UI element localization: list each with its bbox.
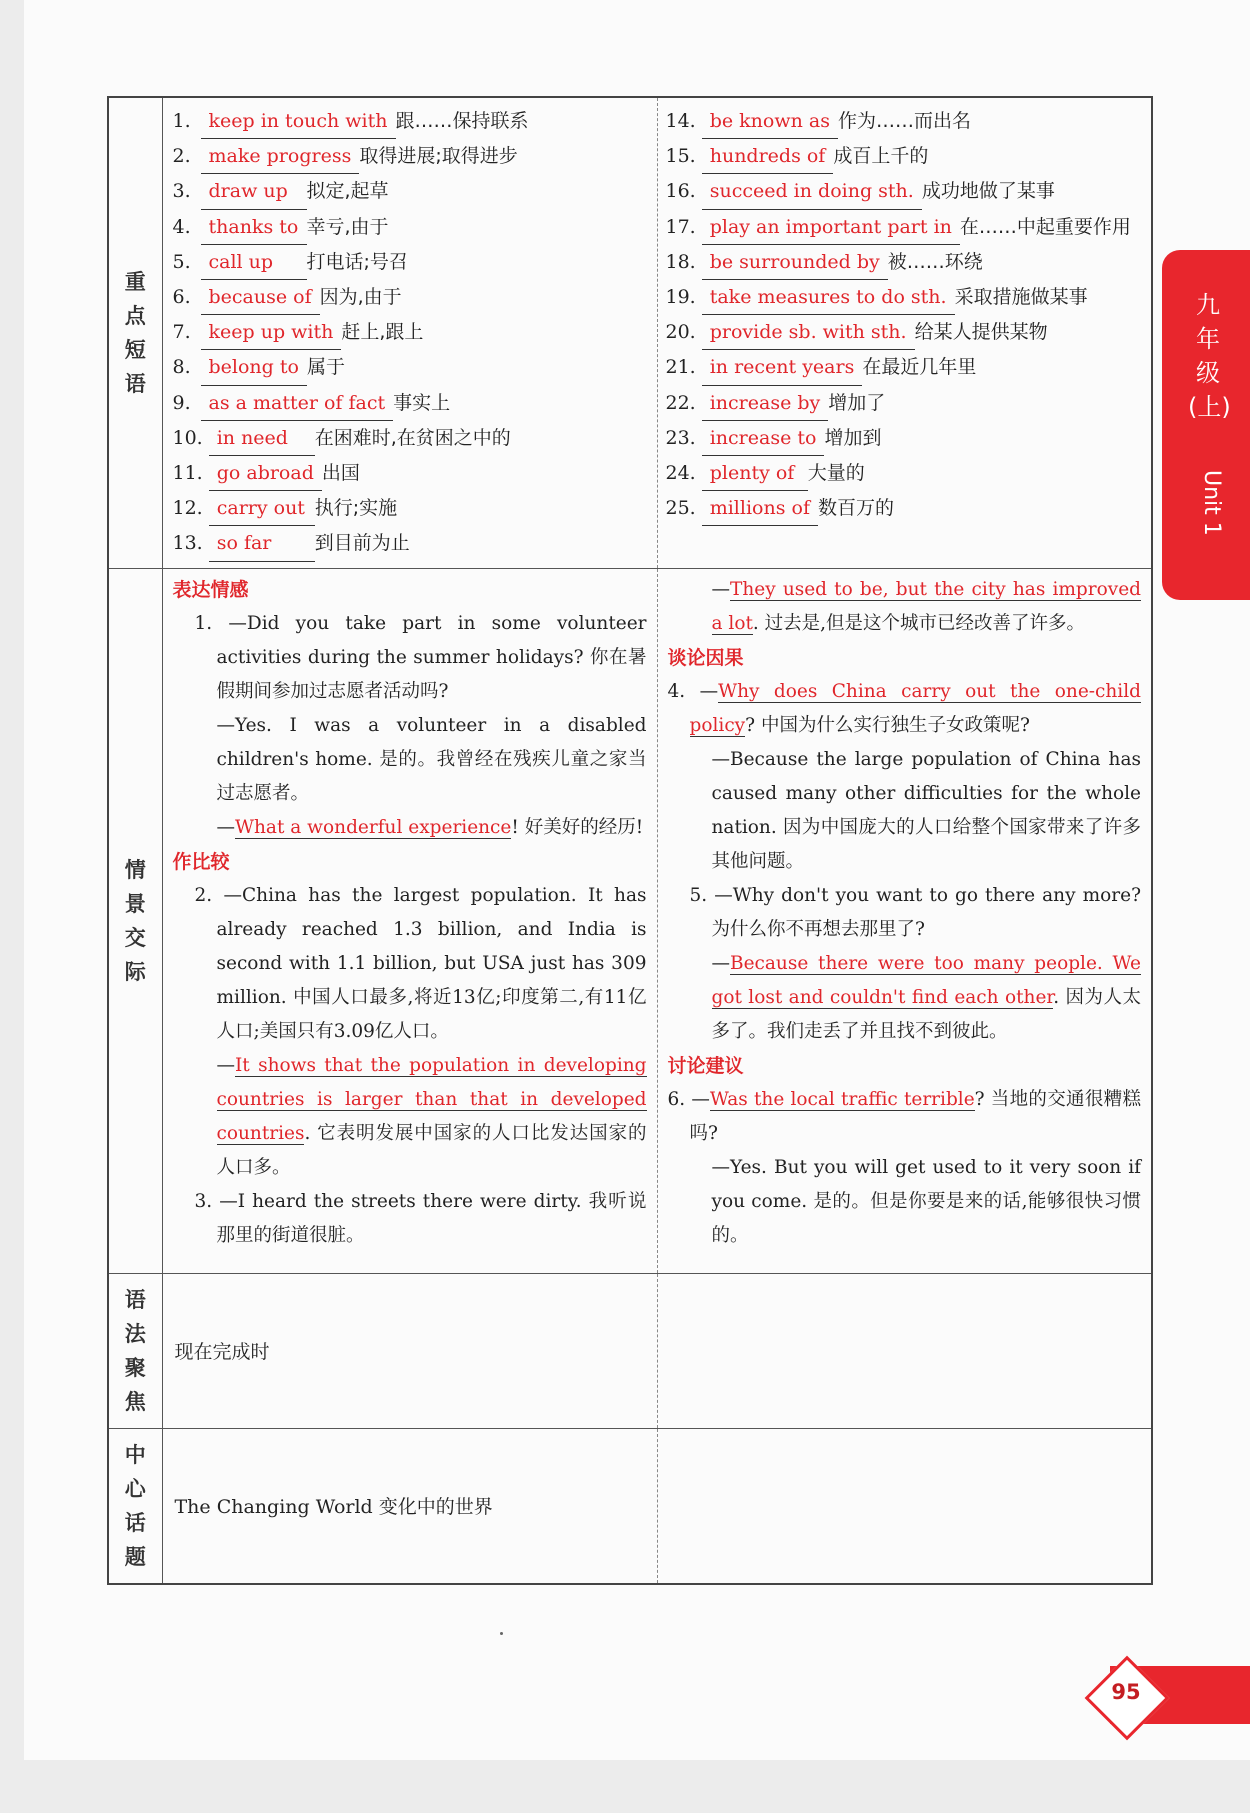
answer-2: It shows that the population in developing countries is larger than that in developed countries	[216, 1054, 647, 1144]
phrase-row	[666, 139, 1144, 174]
phrase-meaning: 打电话;号召	[306, 250, 408, 273]
phrase-answer: be known as	[702, 104, 838, 139]
phrases-label: 重 点 短 语	[108, 97, 162, 568]
phrase-meaning: 成功地做了某事	[921, 180, 1055, 203]
dialogue-r4: —Because the large population of China has caused many other difficulties for the whole nation. 因为中国庞大的人口给整个国家带来了许多其他问题。	[711, 748, 1141, 872]
phrase-row	[666, 386, 1144, 421]
phrase-number: 25.	[665, 497, 696, 520]
dialogue-left-col	[162, 568, 657, 1273]
topic-text: The Changing World 变化中的世界	[174, 1496, 493, 1519]
phrase-number: 6.	[172, 286, 191, 309]
phrase-meaning: 到目前为止	[314, 532, 410, 555]
phrase-number: 5.	[172, 250, 191, 273]
phrase-meaning: 给某人提供某物	[914, 321, 1048, 344]
phrase-meaning: 因为,由于	[319, 286, 402, 309]
topic-row	[108, 1428, 1152, 1584]
phrase-answer: because of	[201, 280, 320, 315]
phrases-left-col	[162, 97, 657, 568]
phrase-answer: plenty of	[702, 456, 808, 491]
phrase-row	[173, 139, 657, 174]
phrase-row	[666, 245, 1144, 280]
phrase-number: 8.	[172, 356, 191, 379]
phrase-meaning: 在最近几年里	[862, 356, 977, 379]
answer-4: Why does China carry out the one-child policy	[689, 680, 1141, 736]
phrase-row	[666, 104, 1144, 139]
dialogue-label: 情 景 交 际	[108, 568, 162, 1273]
phrase-row	[666, 456, 1144, 491]
phrase-answer: increase by	[702, 386, 829, 421]
phrase-number: 14.	[665, 110, 696, 132]
phrase-meaning: 在困难时,在贫困之中的	[314, 426, 511, 449]
phrase-number: 3.	[172, 180, 191, 203]
answer-5: Because there were too many people. We got lost and couldn't find each other	[711, 952, 1141, 1008]
phrase-answer: in need	[209, 421, 315, 456]
dialogue-a3: —They used to be, but the city has improved a lot. 过去是,但是这个城市已经改善了许多。	[711, 578, 1141, 634]
phrase-number: 24.	[665, 462, 696, 485]
phrase-number: 20.	[665, 321, 696, 344]
phrase-answer: belong to	[201, 350, 307, 385]
dialogue-r1: —Yes. I was a volunteer in a disabled children's home. 是的。我曾经在残疾儿童之家当过志愿者。	[216, 714, 647, 804]
phrase-row	[173, 386, 657, 421]
phrase-row	[666, 174, 1144, 209]
heading-compare: 作比较	[172, 850, 230, 873]
phrase-row	[666, 315, 1144, 350]
phrase-meaning: 大量的	[807, 462, 865, 485]
phrase-number: 13.	[172, 532, 203, 555]
phrase-number: 4.	[172, 215, 191, 238]
phrase-meaning: 拟定,起草	[306, 180, 389, 203]
dialogue-right-col	[657, 568, 1152, 1273]
phrase-answer: increase to	[702, 421, 825, 456]
phrase-number: 1.	[172, 110, 191, 132]
phrase-row	[173, 350, 657, 385]
grammar-label: 语 法 聚 焦	[108, 1273, 162, 1428]
dialogue-r6: —Yes. But you will get used to it very soon if you come. 是的。但是你要是来的话,能够很快习惯的。	[711, 1156, 1141, 1246]
heading-discuss-advice: 讨论建议	[667, 1054, 744, 1077]
topic-label: 中 心 话 题	[108, 1428, 162, 1584]
dialogue-q4: 4. —Why does China carry out the one-child policy? 中国为什么实行独生子女政策呢?	[667, 680, 1141, 736]
phrase-answer: make progress	[201, 139, 360, 174]
phrase-answer: provide sb. with sth.	[702, 315, 915, 350]
grade-label: 九年级(上)	[1188, 291, 1231, 421]
phrase-row	[173, 280, 657, 315]
phrase-answer: millions of	[702, 491, 818, 526]
phrase-meaning: 出国	[321, 462, 360, 485]
phrase-answer: play an important part in	[702, 210, 960, 245]
phrase-number: 18.	[665, 250, 696, 273]
phrase-answer: keep in touch with	[201, 104, 396, 139]
phrase-number: 15.	[665, 145, 696, 168]
phrase-number: 19.	[665, 286, 696, 309]
phrase-row	[173, 491, 657, 526]
dialogue-q2: 2. —China has the largest population. It has already reached 1.3 billion, and India is second with 1.1 billion, but USA just has 309 million. 中国人口最多,将近13亿;印度第二,有11亿人口;美国只有3.09亿人口。	[194, 884, 647, 1042]
phrase-number: 11.	[172, 462, 203, 485]
phrase-number: 21.	[665, 356, 696, 379]
phrase-meaning: 被……环绕	[887, 250, 983, 273]
phrase-meaning: 作为……而出名	[837, 110, 971, 132]
phrase-row	[173, 456, 657, 491]
phrase-meaning: 赶上,跟上	[341, 321, 424, 344]
dialogue-q6: 6. —Was the local traffic terrible? 当地的交通很糟糕吗?	[667, 1088, 1141, 1144]
phrase-row	[173, 174, 657, 209]
grade-tab	[1162, 250, 1250, 600]
phrase-number: 10.	[172, 426, 203, 449]
phrase-row	[666, 491, 1144, 526]
phrase-number: 22.	[665, 391, 696, 414]
phrase-answer: thanks to	[201, 210, 307, 245]
grammar-empty-col	[657, 1273, 1152, 1428]
dialogue-q3: 3. —I heard the streets there were dirty. 我听说那里的街道很脏。	[194, 1190, 647, 1246]
phrase-number: 9.	[172, 391, 191, 414]
phrase-meaning: 跟……保持联系	[395, 110, 529, 132]
phrase-row	[173, 526, 657, 561]
phrase-meaning: 增加了	[828, 391, 886, 414]
dialogue-row	[108, 568, 1152, 1273]
phrase-meaning: 采取措施做某事	[954, 286, 1088, 309]
phrase-number: 2.	[172, 145, 191, 168]
phrase-meaning: 属于	[306, 356, 345, 379]
phrase-row	[666, 421, 1144, 456]
phrase-answer: as a matter of fact	[201, 386, 394, 421]
phrase-number: 16.	[665, 180, 696, 203]
phrase-number: 7.	[172, 321, 191, 344]
phrases-row	[108, 97, 1152, 568]
phrase-meaning: 取得进展;取得进步	[359, 145, 518, 168]
dialogue-a2: —It shows that the population in developing countries is larger than that in developed countries. 它表明发展中国家的人口比发达国家的人口多。	[216, 1054, 647, 1178]
phrase-number: 12.	[172, 497, 203, 520]
dot	[500, 1632, 503, 1635]
phrase-answer: hundreds of	[702, 139, 834, 174]
phrase-answer: in recent years	[702, 350, 863, 385]
topic-col	[162, 1428, 657, 1584]
phrase-meaning: 事实上	[393, 391, 451, 414]
phrase-answer: be surrounded by	[702, 245, 888, 280]
phrase-row	[173, 421, 657, 456]
dialogue-a1: —What a wonderful experience! 好美好的经历!	[216, 816, 644, 838]
grammar-row	[108, 1273, 1152, 1428]
dialogue-q1: 1. —Did you take part in some volunteer activities during the summer holidays? 你在暑假期间参加过志愿者活动吗?	[194, 612, 647, 702]
phrase-meaning: 幸亏,由于	[306, 215, 389, 238]
phrases-right-col	[657, 97, 1152, 568]
answer-1: What a wonderful experience	[235, 816, 512, 838]
phrase-meaning: 成百上千的	[833, 145, 929, 168]
phrase-answer: call up	[201, 245, 307, 280]
phrase-row	[666, 280, 1144, 315]
phrase-meaning: 数百万的	[817, 497, 894, 520]
phrase-answer: take measures to do sth.	[702, 280, 955, 315]
phrase-meaning: 在……中起重要作用	[959, 215, 1131, 238]
unit-label: Unit 1	[1199, 470, 1224, 536]
topic-empty-col	[657, 1428, 1152, 1584]
answer-6: Was the local traffic terrible	[709, 1088, 975, 1110]
phrase-answer: so far	[209, 526, 315, 561]
summary-table	[107, 96, 1153, 1585]
heading-cause-effect: 谈论因果	[667, 646, 744, 669]
phrase-meaning: 执行;实施	[314, 497, 398, 520]
phrase-row	[666, 350, 1144, 385]
phrase-meaning: 增加到	[824, 426, 882, 449]
phrase-row	[666, 210, 1144, 245]
phrase-row	[173, 210, 657, 245]
grammar-col	[162, 1273, 657, 1428]
page-number: 95	[1111, 1680, 1141, 1704]
phrase-number: 17.	[665, 215, 696, 238]
grammar-text: 现在完成时	[174, 1341, 270, 1364]
phrase-row	[173, 315, 657, 350]
phrase-answer: go abroad	[209, 456, 322, 491]
heading-express-emotion: 表达情感	[172, 578, 249, 601]
answer-3: They used to be, but the city has improved a lot	[711, 578, 1141, 634]
phrase-answer: keep up with	[201, 315, 342, 350]
phrase-number: 23.	[665, 426, 696, 449]
phrase-row	[173, 245, 657, 280]
dialogue-a5: —Because there were too many people. We got lost and couldn't find each other. 因为人太多了。我们走丢了并且找不到彼此。	[711, 952, 1141, 1042]
dialogue-q5: 5. —Why don't you want to go there any more? 为什么你不再想去那里了?	[689, 884, 1141, 940]
phrase-answer: draw up	[201, 174, 307, 209]
phrase-answer: carry out	[209, 491, 315, 526]
phrase-answer: succeed in doing sth.	[702, 174, 922, 209]
phrase-row	[173, 104, 657, 139]
